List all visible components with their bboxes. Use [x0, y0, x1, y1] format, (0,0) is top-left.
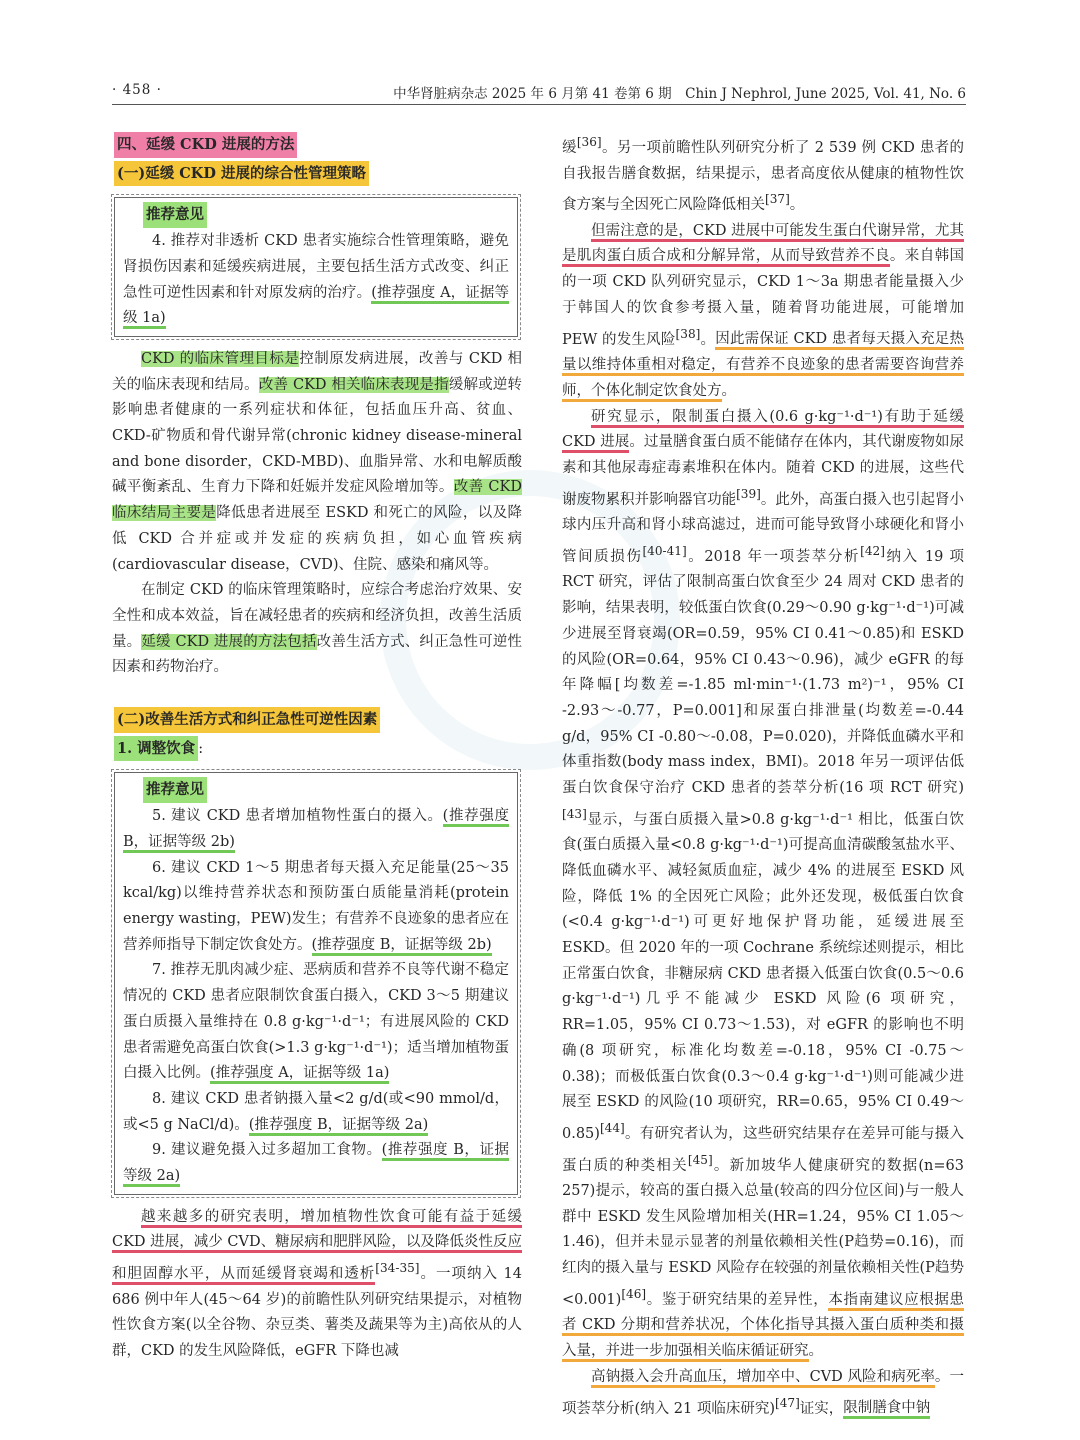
heading-colon: : — [198, 740, 204, 757]
subsection-2-heading: (二)改善生活方式和纠正急性可逆性因素 — [114, 707, 380, 733]
citation: [44] — [599, 1120, 625, 1135]
recommendation-8: 8. 建议 CKD 患者钠摄入量<2 g/d(或<90 mmol/d，或<5 g NaCl/d)。(推荐强度 B，证据等级 2a) — [123, 1087, 509, 1138]
recommendation-box-2 — [114, 772, 518, 1194]
citation: [43] — [562, 806, 587, 821]
recommendation-4: 4. 推荐对非透析 CKD 患者实施综合性管理策略，避免肾损伤因素和延缓疾病进展，主要包括生活方式改变、纠正急性可逆性因素和针对原发病的治疗。(推荐强度 A，证据等级 1a) — [123, 229, 509, 332]
paragraph-management-strategy: 在制定 CKD 的临床管理策略时，应综合考虑治疗效果、安全性和成本效益，旨在减轻患者的疾病和经济负担，改善生活质量。延缓 CKD 进展的方法包括改善生活方式、纠正急性可逆性因素和药物治疗。 — [112, 582, 523, 676]
page-number: · 458 · — [112, 82, 162, 98]
paragraph-management-goals: CKD 的临床管理目标是控制原发病进展，改善与 CKD 相关的临床表现和结局。改善 CKD 相关临床表现是指缓解或逆转影响患者健康的一系列症状和体征，包括血压升高、贫血、CKD-矿物质和骨代谢异常(chronic kidney disease-mineral and bone disorder，CKD-MBD)、血脂异常、水和电解质酸碱平衡紊乱、生育力下降和妊娠并发症风险增加等。改善 CKD 临床结局主要是降低患者进展至 ESKD 和死亡的风险，以及降低 CKD 合并症或并发症的疾病负担，如心血管疾病(cardiovascular disease，CVD)、住院、感染和痛风等。 — [112, 350, 523, 573]
recommendation-title: 推荐意见 — [143, 202, 207, 228]
right-column — [562, 130, 964, 1422]
paragraph-protein-metabolism: 但需注意的是，CKD 进展中可能发生蛋白代谢异常，尤其是肌肉蛋白质合成和分解异常，从而导致营养不良。来自韩国的一项 CKD 队列研究显示，CKD 1～3a 期患者能量摄入少于韩国人的饮食参考摄入量，随着肾功能进展，可能增加 PEW 的发生风险[38]。因此需保证 CKD 患者每天摄入充足热量以维持体重相对稳定，有营养不良迹象的患者需要咨询营养师，个体化制定饮食处方。 — [562, 219, 964, 405]
recommendation-box-1 — [114, 197, 518, 337]
citation: [42] — [860, 543, 885, 558]
citation: [38] — [675, 326, 701, 341]
citation: [34-35] — [375, 1261, 420, 1276]
subsection-1-heading: (一)延缓 CKD 进展的综合性管理策略 — [114, 161, 369, 187]
citation: [45] — [687, 1152, 713, 1167]
citation: [40-41] — [642, 543, 687, 558]
recommendation-title: 推荐意见 — [143, 777, 207, 803]
left-column — [112, 130, 522, 1365]
citation: [36] — [576, 135, 602, 149]
paragraph-sodium: 高钠摄入会升高血压，增加卒中、CVD 风险和病死率。一项荟萃分析(纳入 21 项临床研究)[47]证实，限制膳食中钠 — [562, 1365, 964, 1422]
paragraph-plant-diet: 越来越多的研究表明，增加植物性饮食可能有益于延缓 CKD 进展，减少 CVD、糖尿病和肥胖风险，以及降低炎性反应和胆固醇水平，从而延缓肾衰竭和透析[34-35]。一项纳入 14 686 例中年人(45～64 岁)的前瞻性队列研究结果提示，对植物性饮食方案(以全谷物、杂豆类、薯类及蔬果等为主)高依从的人群，CKD 的发生风险降低，eGFR 下降也减 — [112, 1208, 522, 1360]
running-header — [112, 80, 966, 105]
subsection-2-1-heading: 1. 调整饮食 — [114, 736, 198, 762]
recommendation-6: 6. 建议 CKD 1～5 期患者每天摄入充足能量(25～35 kcal/kg)以维持营养状态和预防蛋白质能量消耗(protein energy wasting，PEW)发生；有营养不良迹象的患者应在营养师指导下制定饮食处方。(推荐强度 B，证据等级 2b) — [123, 856, 509, 959]
section-4-heading: 四、延缓 CKD 进展的方法 — [114, 132, 297, 158]
grade-label: (推荐强度 A，证据等级 1a) — [210, 1065, 389, 1084]
grade-label: (推荐强度 A，证据等级 1a) — [123, 285, 509, 330]
grade-label: (推荐强度 B，证据等级 2a) — [249, 1117, 429, 1136]
grade-label: (推荐强度 B，证据等级 2b) — [123, 808, 509, 853]
journal-citation: 中华肾脏病杂志 2025 年 6 月第 41 卷第 6 期 Chin J Nephrol, June 2025, Vol. 41, No. 6 — [393, 86, 966, 102]
citation: [46] — [621, 1286, 647, 1301]
paragraph-protein-restriction: 研究显示，限制蛋白摄入(0.6 g·kg⁻¹·d⁻¹)有助于延缓 CKD 进展。过量膳食蛋白质不能储存在体内，其代谢废物如尿素和其他尿毒症毒素堆积在体内。随着 CKD 的进展，这些代谢废物累积并影响器官功能[39]。此外，高蛋白摄入也引起肾小球内压升高和肾小球高滤过，进而可能导致肾小球硬化和肾小管间质损伤[40-41]。2018 年一项荟萃分析[42]纳入 19 项 RCT 研究，评估了限制高蛋白饮食至少 24 周对 CKD 患者的影响，结果表明，较低蛋白饮食(0.29～0.90 g·kg⁻¹·d⁻¹)可减少进展至肾衰竭(OR=0.59，95% CI 0.41～0.85)和 ESKD 的风险(OR=0.64，95% CI 0.43～0.96)，减少 eGFR 的每年降幅[均数差=-1.85 ml·min⁻¹·(1.73 m²)⁻¹，95% CI -2.93～-0.77，P=0.001]和尿蛋白排泄量(均数差=-0.44 g/d，95% CI -0.80～-0.08，P=0.020)，并降低血磷水平和体重指数(body mass index，BMI)。2018 年另一项评估低蛋白饮食保守治疗 CKD 患者的荟萃分析(16 项 RCT 研究)[43]显示，与蛋白质摄入量>0.8 g·kg⁻¹·d⁻¹ 相比，低蛋白饮食(蛋白质摄入量<0.8 g·kg⁻¹·d⁻¹)可提高血清碳酸氢盐水平、降低血磷水平、减轻氮质血症，减少 4% 的进展至 ESKD 风险，降低 1% 的全因死亡风险；此外还发现，极低蛋白饮食(<0.4 g·kg⁻¹·d⁻¹)可更好地保护肾功能，延缓进展至 ESKD。但 2020 年的一项 Cochrane 系统综述则提示，相比正常蛋白饮食，非糖尿病 CKD 患者摄入低蛋白饮食(0.5～0.6 g·kg⁻¹·d⁻¹)几乎不能减少 ESKD 风险(6 项研究，RR=1.05，95% CI 0.73～1.53)，对 eGFR 的影响也不明确(8 项研究，标准化均数差=-0.18，95% CI -0.75～0.38)；而极低蛋白饮食(0.3～0.4 g·kg⁻¹·d⁻¹)则可能减少进展至 ESKD 的风险(10 项研究，RR=0.65，95% CI 0.49～0.85)[44]。有研究者认为，这些研究结果存在差异可能与摄入蛋白质的种类相关[45]。新加坡华人健康研究的数据(n=63 257)提示，较高的蛋白摄入总量(较高的四分位区间)与一般人群中 ESKD 发生风险增加相关(HR=1.24，95% CI 1.05～1.46)，但并未显示显著的剂量依赖相关性(P趋势=0.16)，而红肉的摄入量与 ESKD 风险存在较强的剂量依赖相关性(P趋势<0.001)[46]。鉴于研究结果的差异性，本指南建议应根据患者 CKD 分期和营养状况，个体化指导其摄入蛋白质种类和摄入量，并进一步加强相关临床循证研究。 — [562, 405, 964, 1365]
recommendation-5: 5. 建议 CKD 患者增加植物性蛋白的摄入。(推荐强度 B，证据等级 2b) — [123, 804, 509, 855]
paragraph-continuation: 缓[36]。另一项前瞻性队列研究分析了 2 539 例 CKD 患者的自我报告膳食数据，结果提示，患者高度依从健康的植物性饮食方案与全因死亡风险降低相关[37]。 — [562, 135, 964, 214]
grade-label: (推荐强度 B，证据等级 2a) — [123, 1142, 509, 1187]
recommendation-7: 7. 推荐无肌肉减少症、恶病质和营养不良等代谢不稳定情况的 CKD 患者应限制饮食蛋白摄入，CKD 3～5 期建议蛋白质摄入量维持在 0.8 g·kg⁻¹·d⁻¹；有进展风险的 CKD 患者需避免高蛋白饮食(>1.3 g·kg⁻¹·d⁻¹)；适当增加植物蛋白摄入比例。(推荐强度 A，证据等级 1a) — [123, 958, 509, 1087]
citation: [39] — [736, 486, 761, 501]
citation: [47] — [774, 1395, 800, 1410]
recommendation-9: 9. 建议避免摄入过多超加工食物。(推荐强度 B，证据等级 2a) — [123, 1138, 509, 1189]
grade-label: (推荐强度 B，证据等级 2b) — [312, 937, 492, 956]
citation: [37] — [765, 192, 790, 207]
